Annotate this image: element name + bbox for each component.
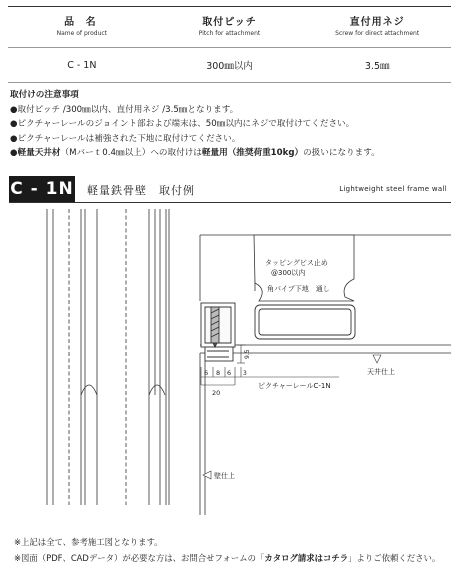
section-title: 軽量鉄骨壁 取付例 [87,184,195,197]
section-banner [9,176,451,203]
note-item-2: ●ピクチャーレールのジョイント部および端末は、50㎜以内にネジで取付けてください。 [10,119,355,129]
callout-line-3: 角パイプ下地 通し [267,285,330,293]
footer-line-2: ※図面（PDF、CADデータ）が必要な方は、お問合せフォームの「カタログ請求はコチラ」よりご依頼ください。 [14,553,441,563]
dim-total: 20 [212,389,221,397]
footer-line-1: ※上記は全て、参考施工図となります。 [14,537,163,547]
spec-header-row [8,6,451,48]
notes-section [10,88,455,161]
callout-line-1: タッピングビス止め [265,259,328,267]
section-title-en: Lightweight steel frame wall [339,185,447,193]
ceiling-label: 天井仕上 [367,368,395,376]
callout-line-2: @300以内 [271,269,306,277]
spec-header-screw: 直付用ネジ Screw for direct attachment [335,16,420,37]
square-pipe [255,305,355,339]
wall-marker [203,471,235,480]
dim-side-b: 3 [243,370,247,377]
dim-8: 8 [216,369,221,377]
spec-value-pitch: 300㎜以内 [206,61,253,72]
wall-label: 壁仕上 [214,472,235,480]
spec-value-name: C - 1N [67,59,97,71]
notes-title: 取付けの注意事項 [10,90,79,100]
rail-label: ピクチャーレールC-1N [258,382,331,390]
spec-value-screw: 3.5㎜ [364,61,390,72]
callout-box [254,235,354,301]
note-item-1: ●取付ピッチ /300㎜以内、直付用ネジ /3.5㎜となります。 [10,104,239,115]
spec-header-name: 品 名 Name of product [56,16,108,37]
product-badge: C - 1N [9,176,75,202]
catalog-request-link[interactable]: カタログ請求はコチラ [264,553,349,563]
note-item-3: ●ピクチャーレールは補強された下地に取付けてください。 [10,133,241,144]
dim-6-right: 6 [227,369,232,377]
dim-6-left: 6 [204,369,209,377]
spec-header-pitch: 取付ピッチ Pitch for attachment [198,16,261,37]
spec-value-row [8,48,451,83]
wall-section [47,209,169,505]
note-item-4: ●軽量天井材（Mバーｔ0.4㎜以上）への取付けは軽量用（推奨荷重10kg）の扱いになります。 [10,148,380,158]
spec-table [8,6,451,83]
installation-drawing [9,205,451,525]
footer-notes [14,534,454,566]
ceiling-marker [367,355,395,376]
dim-side-a: 9.5 [244,349,251,359]
picture-rail [201,303,235,361]
